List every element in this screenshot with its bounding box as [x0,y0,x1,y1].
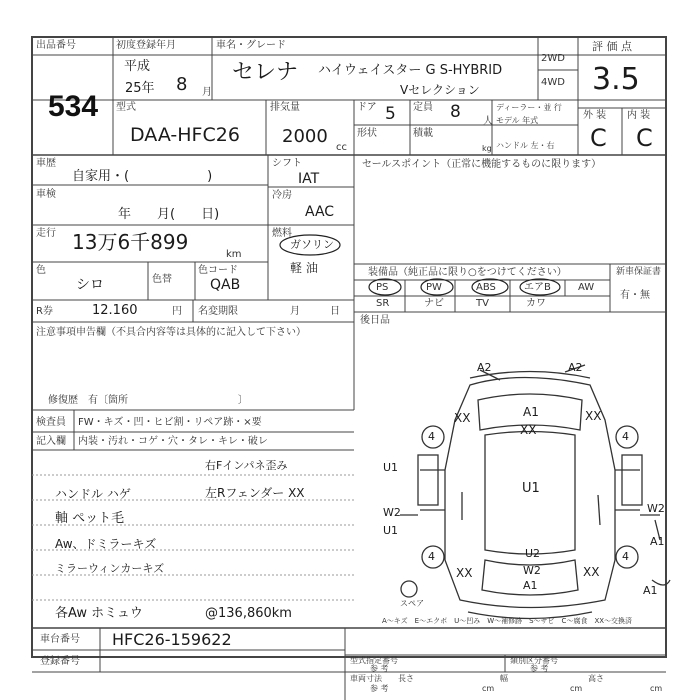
dmg-a1-trunk: A1 [523,579,538,592]
dmg-xx-hood: XX [520,423,537,437]
name-change-label: 名変期限 [198,306,238,317]
record-label: 記入欄 [36,436,66,447]
reg-year: 25年 [125,81,155,96]
lot-number: 534 [48,90,99,123]
grade: ハイウェイスター G S-HYBRID [318,63,503,78]
lot-label: 出品番号 [36,40,76,51]
dmg-xx-fl: XX [454,411,471,425]
fuel-diesel: 軽 油 [290,261,318,275]
model-label: 型式 [116,102,136,113]
seat-label: 後日品 [360,315,390,326]
equipment-airbag: エアB [524,282,551,293]
era: 平成 [124,59,151,74]
exterior-grade: C [590,124,607,152]
width-label: 幅 [500,674,508,683]
dmg-u1-roof: U1 [522,481,540,496]
drive-4wd: 4WD [541,77,565,88]
capacity: 8 [450,102,461,122]
dmg-a2-left: A2 [477,361,492,374]
equipment-leather: カワ [526,298,546,309]
check-row-2: 内装・汚れ・コゲ・穴・タレ・キレ・破レ [78,436,268,447]
inspection-label: 車検 [36,189,56,200]
fuel-gas: ガソリン [290,238,334,251]
interior-label: 内 装 [627,110,651,121]
recycle-value: 12.160 [92,303,138,318]
color-change-label: 色替 [152,274,172,285]
first-reg-label: 初度登録年月 [116,40,176,51]
dmg-w2-r: W2 [647,502,665,515]
capacity-label: 定員 [413,102,433,113]
dmg-xx-fr: XX [585,409,602,423]
shape-label: 形状 [357,128,377,139]
note-4: 軸 ペット毛 [55,511,125,526]
ref-label-1: 参 考 [370,664,389,673]
color-value: シロ [76,277,104,293]
dmg-w2-trunk: W2 [523,564,541,577]
type-cert-label: 型式指定番号 [350,656,398,665]
chassis-number: HFC26-159622 [112,630,232,649]
inspector-label: 検査員 [36,417,66,428]
dmg-u1-l1: U1 [383,461,399,474]
dmg-a1-r: A1 [650,535,665,548]
rating-label: 評 価 点 [592,40,632,53]
color-code: QAB [210,277,241,293]
dmg-u1-l2: U1 [383,524,399,537]
color-code-label: 色コード [198,265,238,276]
chassis-label: 車台番号 [40,634,80,645]
check-row-1: FW・キズ・凹・ヒビ割・リペア跡・×要 [78,417,262,428]
exterior-label: 外 装 [583,110,607,121]
usage-label: 車歴 [36,158,56,169]
reg-label: 登録番号 [40,656,80,667]
note-7: 各Aw ホミュウ [55,606,143,621]
dealer-label: ディーラー・並 行 [496,103,562,112]
repair-label: 修復歴 有〔箇所 〕 [48,395,248,406]
tire-fr: 4 [622,430,629,443]
note-8: @136,860km [205,606,292,621]
spare-label: スペア [400,599,424,608]
drive-2wd: 2WD [541,53,565,64]
capacity-unit: 人 [483,116,493,127]
note-6: ミラーウィンカーキズ [55,562,165,575]
tire-rl: 4 [428,550,435,563]
length-label: 長さ [398,674,414,683]
model-code: DAA-HFC26 [130,124,240,146]
carname-label: 車名・グレード [216,40,286,51]
doors: 5 [385,104,396,124]
handle-label: ハンドル 左・右 [496,141,555,150]
sales-points-label: セールスポイント（正常に機能するものに限ります） [362,159,602,170]
warranty-value: 有・無 [620,290,650,301]
dmg-a1-hood: A1 [523,405,539,419]
rating-value: 3.5 [592,62,640,97]
ref-label-2: 参 考 [530,664,549,673]
car-name: セレナ [232,60,299,85]
load-label: 積載 [413,128,433,139]
model-year-label: モデル 年式 [496,116,539,125]
ac-value: AAC [305,204,335,220]
grade-2: Vセレクション [400,83,480,97]
inspection-value: 年 月( 日) [118,207,220,222]
fuel-label: 燃料 [272,228,292,239]
note-3: ハンドル ハゲ [55,487,131,501]
cm-unit-1: cm [482,684,495,693]
displacement-label: 排気量 [270,102,300,113]
height-label: 高さ [588,674,604,683]
dmg-a2-right: A2 [568,361,583,374]
warranty-label: 新車保証書 [616,267,662,277]
cc-unit: cc [336,142,347,153]
usage-value: 自家用・( ) [72,169,213,184]
tire-fl: 4 [428,430,435,443]
dmg-a1-rear: A1 [643,584,658,597]
note-2: 左Rフェンダー XX [205,486,305,500]
note-1: 右Fインパネ歪み [205,459,288,472]
reg-month: 8 [176,74,188,95]
ac-label: 冷房 [272,190,292,201]
caution-label: 注意事項申告欄（不具合内容等は具体的に記入して下さい） [36,327,306,338]
shift-label: シフト [272,158,302,169]
shift-value: IAT [298,171,320,187]
equipment-pw: PW [426,282,442,293]
dmg-w2-l: W2 [383,506,401,519]
month-unit: 月 [202,87,212,98]
recycle-label: R券 [36,306,53,317]
equipment-sr: SR [376,298,390,309]
cm-unit-2: cm [570,684,583,693]
tire-rr: 4 [622,550,629,563]
displacement: 2000 [282,126,328,147]
ref-label-3: 参 考 [370,684,389,693]
equipment-ps: PS [376,282,389,293]
dmg-u2: U2 [525,547,541,560]
equipment-aw: AW [578,282,595,293]
dims-label: 車両寸法 [350,674,382,683]
dmg-xx-rr: XX [583,565,600,579]
cm-unit-3: cm [650,684,663,693]
interior-grade: C [636,124,653,152]
name-change-value: 月 日 [290,306,340,317]
doors-label: ドア [357,102,377,113]
kg-unit: kg [482,144,492,153]
damage-legend: A～キズ E～エクボ U～凹み W～補修跡 S～サビ C～腐食 XX～交換済 [382,617,633,625]
class-label: 類別区分番号 [510,656,558,665]
note-5: Aw、ドミラーキズ [55,537,157,551]
mileage-label: 走行 [36,228,56,239]
mileage-value: 13万6千899 [72,230,189,254]
equipment-navi: ナビ [424,298,444,309]
km-unit: km [226,249,242,260]
dmg-xx-rl: XX [456,566,473,580]
equipment-tv: TV [476,298,489,309]
equipment-abs: ABS [476,282,496,293]
color-label: 色 [36,265,46,276]
equipment-label: 装備品（純正品に限り○をつけてください） [368,267,567,278]
yen-unit: 円 [172,306,182,317]
